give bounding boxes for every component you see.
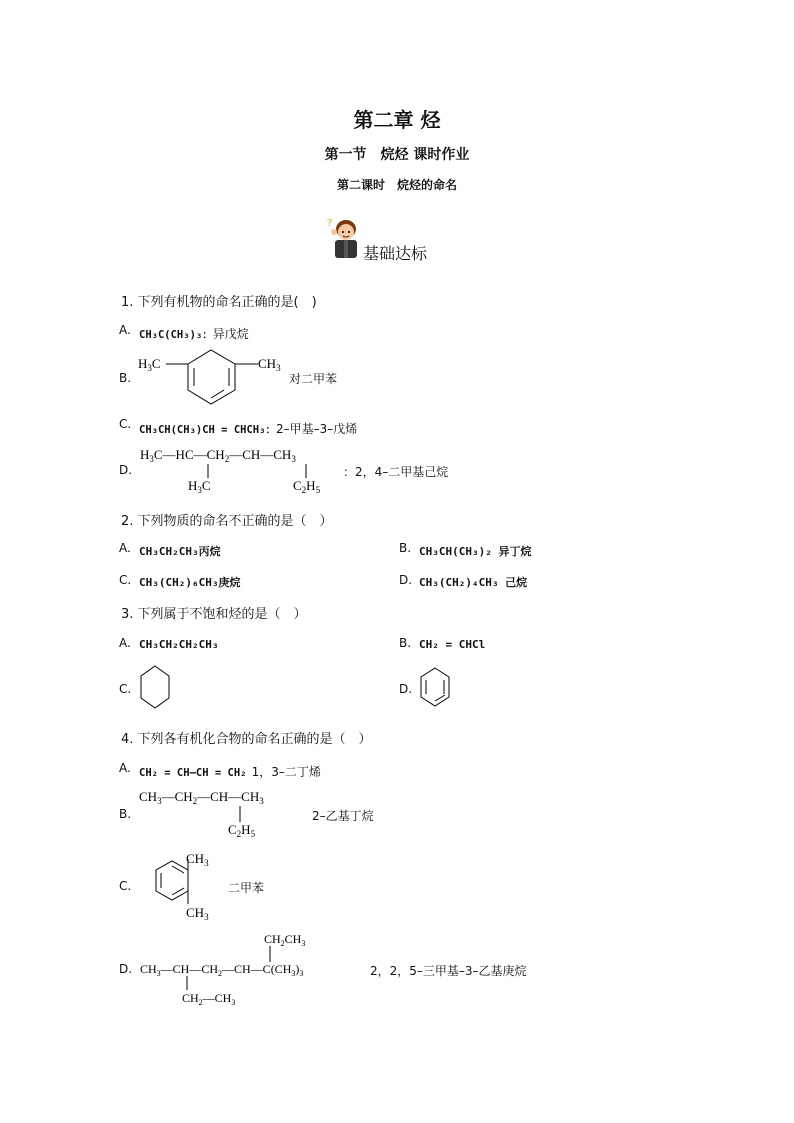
svg-text:CH3: $CH_3$ — [258, 356, 281, 373]
chapter-title: 第二章 烃 — [353, 108, 441, 132]
svg-text:C2H5: $C_2H_5$ — [293, 478, 321, 495]
q4-option-d-name: 2，2，5–三甲基–3–乙基庚烷 — [370, 964, 527, 978]
q2-option-a-label: A. — [119, 541, 131, 555]
q1-option-d-name: ：2，4–二甲基己烷 — [343, 465, 449, 479]
q1-option-a-formula: CH₃C(CH₃)₃： — [139, 329, 213, 341]
q3-option-a-text: CH₃CH₂CH₂CH₃ — [139, 638, 219, 651]
q1-option-d-label: D. — [119, 463, 133, 477]
q4-option-b-label: B. — [119, 807, 132, 821]
section-title: 第一节 烷烃 课时作业 — [324, 147, 470, 163]
q2-option-d-label: D. — [399, 573, 413, 587]
svg-text:?: ? — [327, 217, 332, 229]
q4-option-a-name: 1，3–二丁烯 — [251, 765, 321, 779]
q4-option-c-structure — [136, 846, 226, 924]
q3-option-a-label: A. — [119, 636, 131, 650]
svg-text:C2H5: $C_2H_5$ — [228, 822, 256, 839]
question-3-stem: 3. 下列属于不饱和烃的是（ ） — [121, 607, 307, 622]
question-2-stem: 2. 下列物质的命名不正确的是（ ） — [121, 514, 333, 529]
q3-option-b-text: CH₂ = CHCl — [419, 638, 486, 651]
q1-option-d-structure — [136, 444, 342, 496]
section-badge-label: 基础达标 — [363, 244, 428, 263]
question-1-stem: 1. 下列有机物的命名正确的是( ) — [121, 295, 317, 310]
q4-option-b-name: 2–乙基丁烷 — [312, 809, 374, 823]
q3-option-d-benzene — [418, 666, 452, 712]
q1-option-c-label: C. — [119, 417, 132, 431]
q4-option-a-formula: CH₂ = CH—CH = CH₂ — [139, 767, 247, 779]
svg-text:CH2—CH3: $CH_2—CH_3$ — [182, 991, 236, 1007]
q1-option-c-name: 2–甲基–3–戊烯 — [275, 422, 358, 436]
q4-option-a-label: A. — [119, 761, 131, 775]
q1-option-c-formula: CH₃CH(CH₃)CH = CHCH₃： — [139, 424, 276, 436]
svg-text:H3C: $H_3C$ — [138, 356, 161, 373]
q4-option-c-name: 二甲苯 — [228, 881, 265, 895]
svg-text:H3C: $H_3C$ — [188, 478, 211, 495]
q4-option-d-label: D. — [119, 962, 133, 976]
svg-text:CH3: $CH_3$ — [186, 905, 209, 922]
q1-option-b-label: B. — [119, 371, 132, 385]
student-icon — [326, 214, 364, 260]
q3-option-b-label: B. — [399, 636, 412, 650]
q4-option-b-structure — [136, 784, 312, 840]
q1-option-a-label: A. — [119, 323, 131, 337]
q2-option-d-text: CH₃(CH₂)₄CH₃ 己烷 — [419, 576, 528, 589]
q3-option-d-label: D. — [399, 682, 413, 696]
q2-option-b-text: CH₃CH(CH₃)₂ 异丁烷 — [419, 545, 532, 558]
svg-text:CH3: $CH_3$ — [186, 851, 209, 868]
q1-option-a-name: 异戊烷 — [212, 327, 249, 341]
q1-option-b-structure — [136, 344, 288, 406]
q1-option-b-name: 对二甲苯 — [289, 372, 338, 386]
q2-option-c-text: CH₃(CH₂)₆CH₃庚烷 — [139, 576, 241, 589]
q4-option-d-structure — [138, 928, 368, 1008]
svg-text:H3C—HC—CH2—CH—CH3: $H_3C—HC—CH_2—CH—CH_3$ — [140, 447, 296, 464]
q2-option-b-label: B. — [399, 541, 412, 555]
q4-option-c-label: C. — [119, 879, 132, 893]
question-4-stem: 4. 下列各有机化合物的命名正确的是（ ） — [121, 732, 372, 747]
lesson-title: 第二课时 烷烃的命名 — [336, 178, 457, 192]
q2-option-c-label: C. — [119, 573, 132, 587]
q3-option-c-cyclohexane — [138, 664, 172, 712]
svg-text:CH2CH3: $CH_2CH_3$ — [264, 932, 306, 948]
svg-text:CH3—CH2—CH—CH3: $CH_3—CH_2—CH—CH_3$ — [139, 789, 264, 806]
svg-text:CH3—CH—CH2—CH—C(CH3)3: $CH_3—CH—CH_2—CH—C(CH_3)_3$ — [140, 962, 304, 978]
q3-option-c-label: C. — [119, 682, 132, 696]
q2-option-a-text: CH₃CH₂CH₃丙烷 — [139, 545, 221, 558]
